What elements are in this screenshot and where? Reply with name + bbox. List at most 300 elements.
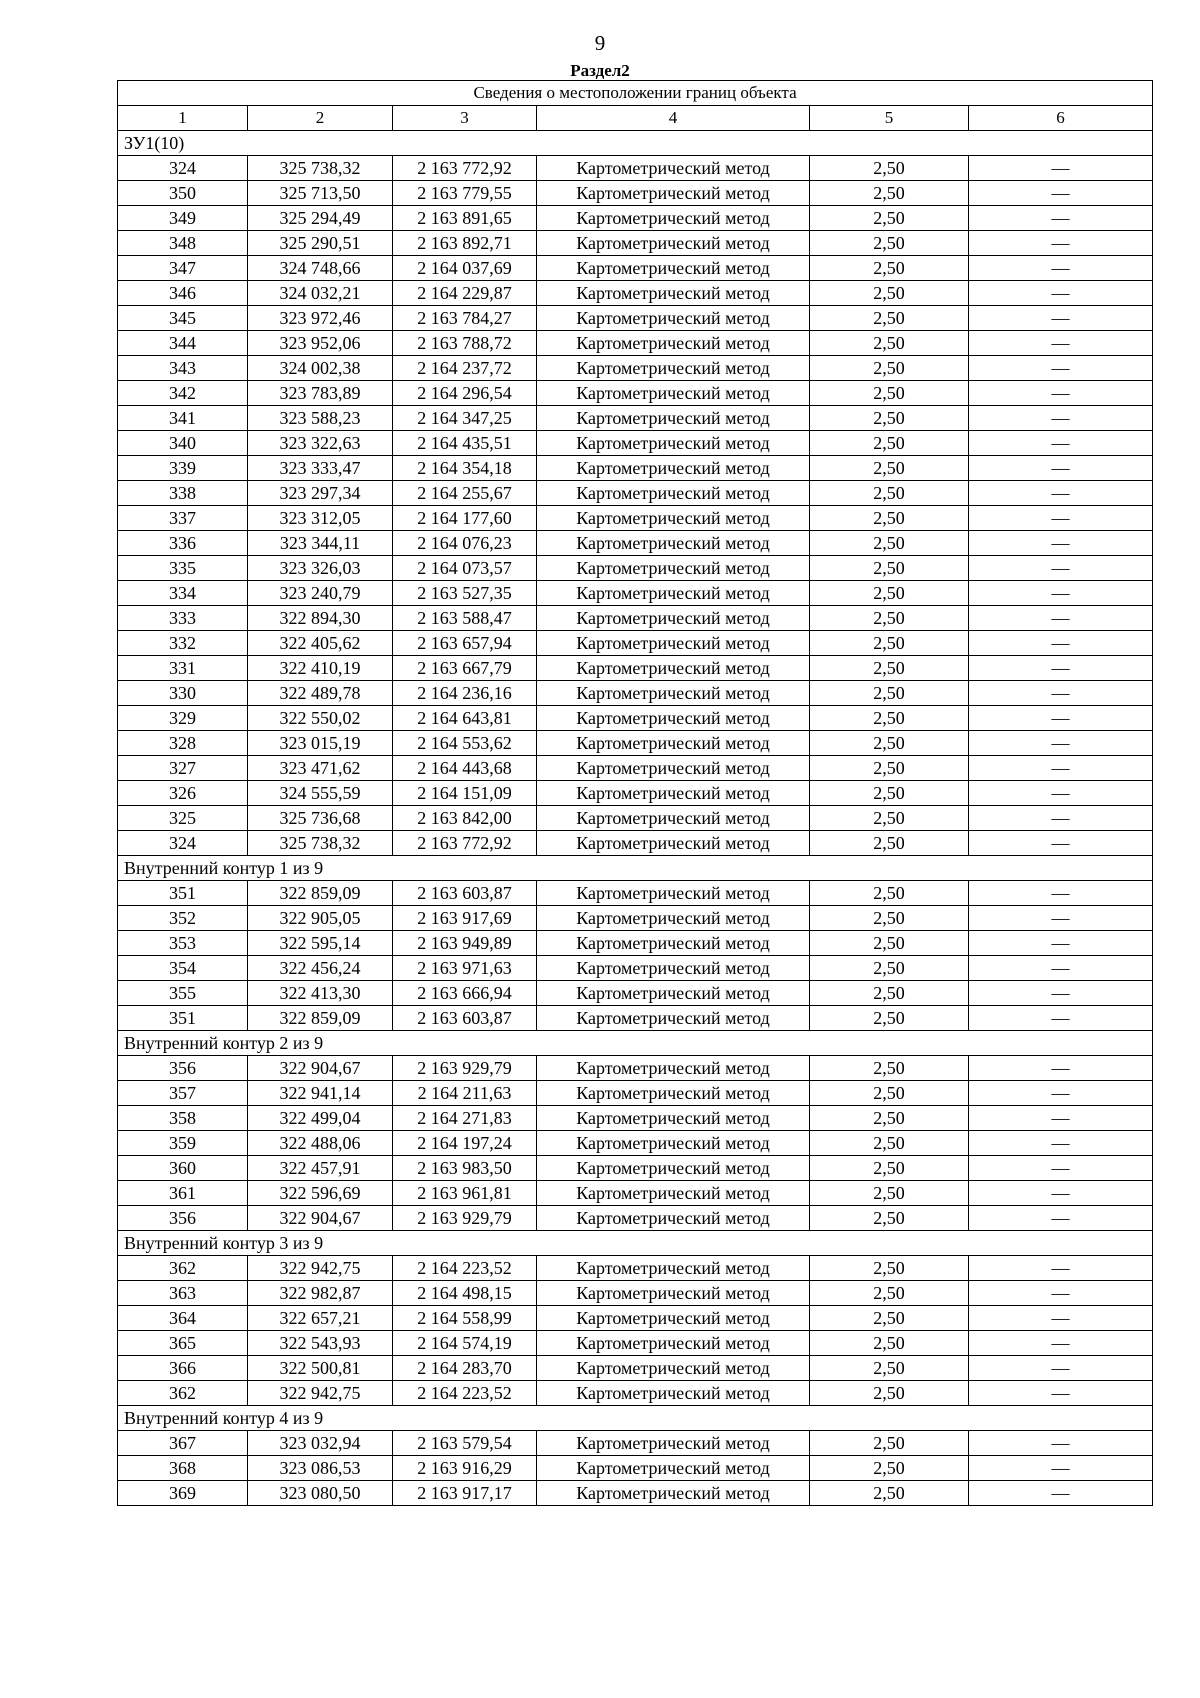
table-cell: 344 [118,331,248,356]
table-cell: 345 [118,306,248,331]
table-cell: — [969,781,1153,806]
table-row [118,1056,1153,1081]
table-cell: 356 [118,1206,248,1231]
column-header: 6 [969,106,1153,131]
table-cell: 322 905,05 [248,906,393,931]
column-header: 5 [810,106,969,131]
table-cell: 369 [118,1481,248,1506]
table-cell: 2,50 [810,806,969,831]
table-cell: 2 164 643,81 [393,706,537,731]
table-cell: 336 [118,531,248,556]
table-cell: Картометрический метод [537,1056,810,1081]
table-cell: 2 164 498,15 [393,1281,537,1306]
table-cell: — [969,1331,1153,1356]
table-cell: 2 164 211,63 [393,1081,537,1106]
table-cell: 2 164 443,68 [393,756,537,781]
table-cell: 325 713,50 [248,181,393,206]
table-row [118,931,1153,956]
table-row [118,556,1153,581]
table-row [118,1181,1153,1206]
table-cell: — [969,681,1153,706]
table-cell: 2 163 949,89 [393,931,537,956]
table-row [118,656,1153,681]
table-cell: — [969,731,1153,756]
table-cell: 325 736,68 [248,806,393,831]
column-header: 4 [537,106,810,131]
table-row [118,481,1153,506]
table-cell: Картометрический метод [537,1106,810,1131]
table-cell: 322 488,06 [248,1131,393,1156]
table-cell: — [969,1431,1153,1456]
table-cell: 322 550,02 [248,706,393,731]
table-cell: 340 [118,431,248,456]
table-cell: 333 [118,606,248,631]
table-cell: 322 405,62 [248,631,393,656]
table-cell: Картометрический метод [537,306,810,331]
table-cell: 2,50 [810,181,969,206]
table-cell: 2 163 784,27 [393,306,537,331]
table-cell: — [969,1481,1153,1506]
table-cell: 367 [118,1431,248,1456]
table-cell: 2,50 [810,306,969,331]
table-row [118,256,1153,281]
table-cell: Картометрический метод [537,1306,810,1331]
table-cell: 2,50 [810,606,969,631]
table-cell: 2,50 [810,281,969,306]
table-cell: — [969,756,1153,781]
table-cell: 2,50 [810,956,969,981]
table-cell: — [969,281,1153,306]
table-cell: 348 [118,231,248,256]
table-cell: 2,50 [810,556,969,581]
table-cell: Картометрический метод [537,206,810,231]
table-cell: 2 164 223,52 [393,1381,537,1406]
table-cell: 362 [118,1381,248,1406]
table-cell: 2 163 779,55 [393,181,537,206]
table-cell: 2,50 [810,1131,969,1156]
table-cell: — [969,306,1153,331]
table-body [118,131,1153,1506]
column-header: 3 [393,106,537,131]
table-cell: — [969,506,1153,531]
table-row [118,206,1153,231]
table-cell: Картометрический метод [537,181,810,206]
group-row [118,1031,1153,1056]
table-cell: 2,50 [810,331,969,356]
table-cell: — [969,1081,1153,1106]
table-cell: 2,50 [810,1056,969,1081]
table-row [118,231,1153,256]
table-cell: 2,50 [810,981,969,1006]
table-cell: 2,50 [810,881,969,906]
table-cell: 322 657,21 [248,1306,393,1331]
table-cell: 2 163 603,87 [393,881,537,906]
table-cell: 323 471,62 [248,756,393,781]
table-cell: 2,50 [810,1431,969,1456]
table-cell: 322 457,91 [248,1156,393,1181]
table-cell: 339 [118,456,248,481]
table-cell: 322 894,30 [248,606,393,631]
table-cell: Картометрический метод [537,731,810,756]
table-cell: 355 [118,981,248,1006]
group-row [118,1406,1153,1431]
table-cell: 323 783,89 [248,381,393,406]
table-cell: Картометрический метод [537,881,810,906]
table-cell: 328 [118,731,248,756]
table-cell: 338 [118,481,248,506]
table-cell: 2,50 [810,1356,969,1381]
table-row [118,1206,1153,1231]
table-cell: 2,50 [810,1156,969,1181]
table-row [118,1356,1153,1381]
table-cell: Картометрический метод [537,931,810,956]
table-cell: 2,50 [810,156,969,181]
table-cell: — [969,481,1153,506]
table-cell: 2,50 [810,381,969,406]
table-cell: 2 163 772,92 [393,156,537,181]
table-cell: Картометрический метод [537,681,810,706]
table-cell: 2,50 [810,1306,969,1331]
table-cell: 323 952,06 [248,331,393,356]
table-cell: 2 164 223,52 [393,1256,537,1281]
table-cell: 366 [118,1356,248,1381]
column-header: 1 [118,106,248,131]
table-row [118,1306,1153,1331]
table-row [118,1431,1153,1456]
table-row [118,1331,1153,1356]
table-cell: 324 [118,156,248,181]
table-cell: — [969,181,1153,206]
table-cell: — [969,1306,1153,1331]
table-cell: Картометрический метод [537,481,810,506]
table-cell: 364 [118,1306,248,1331]
table-header-row [118,106,1153,131]
table-cell: — [969,1381,1153,1406]
table-cell: 2,50 [810,681,969,706]
table-cell: 2 164 255,67 [393,481,537,506]
table-cell: — [969,606,1153,631]
table-row [118,356,1153,381]
table-cell: 2,50 [810,356,969,381]
table-cell: 323 326,03 [248,556,393,581]
table-cell: 349 [118,206,248,231]
table-cell: 358 [118,1106,248,1131]
table-row [118,331,1153,356]
table-cell: 2,50 [810,756,969,781]
table-cell: Картометрический метод [537,581,810,606]
group-label: Внутренний контур 3 из 9 [118,1231,1153,1256]
table-cell: — [969,831,1153,856]
table-cell: 2 163 666,94 [393,981,537,1006]
section-title: Раздел2 [570,61,630,80]
table-cell: Картометрический метод [537,431,810,456]
table-cell: 322 941,14 [248,1081,393,1106]
table-cell: Картометрический метод [537,1206,810,1231]
table-cell: 2 164 435,51 [393,431,537,456]
table-cell: 362 [118,1256,248,1281]
table-cell: 2,50 [810,1281,969,1306]
table-cell: 2 163 916,29 [393,1456,537,1481]
table-cell: — [969,231,1153,256]
table-cell: Картометрический метод [537,1481,810,1506]
table-cell: 353 [118,931,248,956]
table-cell: 324 032,21 [248,281,393,306]
table-cell: 2 164 283,70 [393,1356,537,1381]
table-cell: 2,50 [810,781,969,806]
table-row [118,631,1153,656]
table-cell: 323 344,11 [248,531,393,556]
table-cell: 325 [118,806,248,831]
table-cell: 322 596,69 [248,1181,393,1206]
table-row [118,606,1153,631]
table-cell: 327 [118,756,248,781]
table-cell: 2 163 983,50 [393,1156,537,1181]
table-cell: 2 163 603,87 [393,1006,537,1031]
table-cell: 2 164 553,62 [393,731,537,756]
table-row [118,506,1153,531]
table-row [118,581,1153,606]
table-cell: 2,50 [810,631,969,656]
table-cell: 343 [118,356,248,381]
table-cell: 2,50 [810,731,969,756]
group-label: Внутренний контур 4 из 9 [118,1406,1153,1431]
table-cell: 2,50 [810,1381,969,1406]
table-cell: 2,50 [810,1006,969,1031]
table-cell: 325 738,32 [248,831,393,856]
table-cell: — [969,556,1153,581]
table-cell: 326 [118,781,248,806]
table-cell: 334 [118,581,248,606]
table-cell: — [969,1181,1153,1206]
table-cell: — [969,1006,1153,1031]
table-cell: Картометрический метод [537,556,810,581]
table-cell: Картометрический метод [537,506,810,531]
table-row [118,181,1153,206]
table-cell: Картометрический метод [537,606,810,631]
table-cell: 354 [118,956,248,981]
table-cell: 2,50 [810,1106,969,1131]
table-cell: Картометрический метод [537,706,810,731]
table-cell: Картометрический метод [537,1431,810,1456]
table-cell: — [969,531,1153,556]
table-cell: Картометрический метод [537,906,810,931]
table-cell: 324 [118,831,248,856]
table-cell: Картометрический метод [537,156,810,181]
table-row [118,806,1153,831]
table-cell: 2 163 579,54 [393,1431,537,1456]
table-cell: 365 [118,1331,248,1356]
table-row [118,906,1153,931]
table-cell: 325 738,32 [248,156,393,181]
table-cell: 2 164 558,99 [393,1306,537,1331]
group-label: ЗУ1(10) [118,131,1153,156]
table-cell: 2 163 929,79 [393,1206,537,1231]
table-cell: Картометрический метод [537,456,810,481]
table-cell: 2 164 296,54 [393,381,537,406]
table-cell: Картометрический метод [537,756,810,781]
table-cell: 322 904,67 [248,1056,393,1081]
table-cell: Картометрический метод [537,381,810,406]
table-row [118,1456,1153,1481]
table-cell: — [969,381,1153,406]
table-cell: 2 163 971,63 [393,956,537,981]
table-cell: 360 [118,1156,248,1181]
table-cell: 331 [118,656,248,681]
table-row [118,831,1153,856]
table-cell: 2,50 [810,1206,969,1231]
table-cell: 2 164 037,69 [393,256,537,281]
table-row [118,956,1153,981]
table-cell: 2,50 [810,231,969,256]
table-cell: 368 [118,1456,248,1481]
table-cell: — [969,1256,1153,1281]
table-cell: 2 164 151,09 [393,781,537,806]
table-cell: 352 [118,906,248,931]
table-cell: Картометрический метод [537,1131,810,1156]
table-cell: — [969,1106,1153,1131]
table-cell: — [969,906,1153,931]
table-cell: 324 555,59 [248,781,393,806]
table-cell: Картометрический метод [537,1081,810,1106]
table-row [118,1481,1153,1506]
table-cell: 335 [118,556,248,581]
table-cell: Картометрический метод [537,281,810,306]
table-cell: 329 [118,706,248,731]
table-cell: — [969,1206,1153,1231]
table-cell: Картометрический метод [537,956,810,981]
table-row [118,431,1153,456]
table-cell: 2,50 [810,431,969,456]
table-cell: 2,50 [810,531,969,556]
table-cell: 350 [118,181,248,206]
table-cell: — [969,656,1153,681]
table-cell: — [969,1156,1153,1181]
table-cell: 2,50 [810,1181,969,1206]
table-cell: — [969,981,1153,1006]
table-cell: 322 859,09 [248,1006,393,1031]
table-cell: 322 543,93 [248,1331,393,1356]
table-cell: 351 [118,881,248,906]
table-cell: Картометрический метод [537,406,810,431]
table-cell: 356 [118,1056,248,1081]
table-cell: 2,50 [810,706,969,731]
table-cell: 322 456,24 [248,956,393,981]
table-cell: 2,50 [810,481,969,506]
table-cell: 2 163 891,65 [393,206,537,231]
table-row [118,1256,1153,1281]
table-cell: 337 [118,506,248,531]
table-cell: Картометрический метод [537,806,810,831]
table-cell: 2 163 527,35 [393,581,537,606]
table-cell: Картометрический метод [537,1156,810,1181]
table-cell: 2 163 667,79 [393,656,537,681]
table-cell: — [969,356,1153,381]
table-cell: 346 [118,281,248,306]
table-cell: 2 163 588,47 [393,606,537,631]
table-row [118,1381,1153,1406]
table-cell: 2 164 177,60 [393,506,537,531]
table-cell: 325 294,49 [248,206,393,231]
table-cell: 322 942,75 [248,1381,393,1406]
table-row [118,1156,1153,1181]
group-row [118,1231,1153,1256]
table-cell: 2 163 892,71 [393,231,537,256]
table-cell: 2,50 [810,206,969,231]
table-cell: 322 982,87 [248,1281,393,1306]
table-row [118,1081,1153,1106]
table-cell: 322 499,04 [248,1106,393,1131]
table-row [118,1106,1153,1131]
table-cell: — [969,156,1153,181]
group-row [118,856,1153,881]
table-cell: 2 163 788,72 [393,331,537,356]
table-row [118,706,1153,731]
table-cell: Картометрический метод [537,631,810,656]
table-cell: — [969,631,1153,656]
table-cell: 323 086,53 [248,1456,393,1481]
table-cell: 2 164 076,23 [393,531,537,556]
table-row [118,281,1153,306]
table-cell: 324 002,38 [248,356,393,381]
table-cell: 359 [118,1131,248,1156]
table-cell: Картометрический метод [537,331,810,356]
table-cell: — [969,406,1153,431]
table-cell: — [969,456,1153,481]
table-cell: Картометрический метод [537,1331,810,1356]
table-cell: 363 [118,1281,248,1306]
table-cell: — [969,1456,1153,1481]
table-row [118,156,1153,181]
table-cell: 322 859,09 [248,881,393,906]
table-cell: 2,50 [810,656,969,681]
table-cell: — [969,256,1153,281]
table-cell: 323 080,50 [248,1481,393,1506]
table-cell: Картометрический метод [537,1006,810,1031]
table-cell: 322 489,78 [248,681,393,706]
table-cell: — [969,881,1153,906]
table-cell: Картометрический метод [537,1381,810,1406]
table-caption-row [118,81,1153,106]
table-row [118,406,1153,431]
table-row [118,681,1153,706]
table-cell: 330 [118,681,248,706]
table-cell: 361 [118,1181,248,1206]
table-cell: 2,50 [810,1481,969,1506]
table-row [118,381,1153,406]
table-cell: 2 164 236,16 [393,681,537,706]
table-title: Сведения о местоположении границ объекта [118,81,1153,106]
table-cell: 2 164 229,87 [393,281,537,306]
table-cell: 2 163 842,00 [393,806,537,831]
table-cell: — [969,706,1153,731]
table-cell: 2,50 [810,1256,969,1281]
table-cell: 2,50 [810,581,969,606]
table-cell: 341 [118,406,248,431]
table-cell: 323 333,47 [248,456,393,481]
table-cell: — [969,1056,1153,1081]
group-row [118,131,1153,156]
table-row [118,1006,1153,1031]
table-cell: 323 297,34 [248,481,393,506]
table-cell: Картометрический метод [537,356,810,381]
table-cell: 2 163 917,69 [393,906,537,931]
table-cell: 2 163 929,79 [393,1056,537,1081]
table-cell: — [969,431,1153,456]
table-cell: 342 [118,381,248,406]
table-cell: 2 163 657,94 [393,631,537,656]
table-cell: — [969,331,1153,356]
table-cell: — [969,806,1153,831]
